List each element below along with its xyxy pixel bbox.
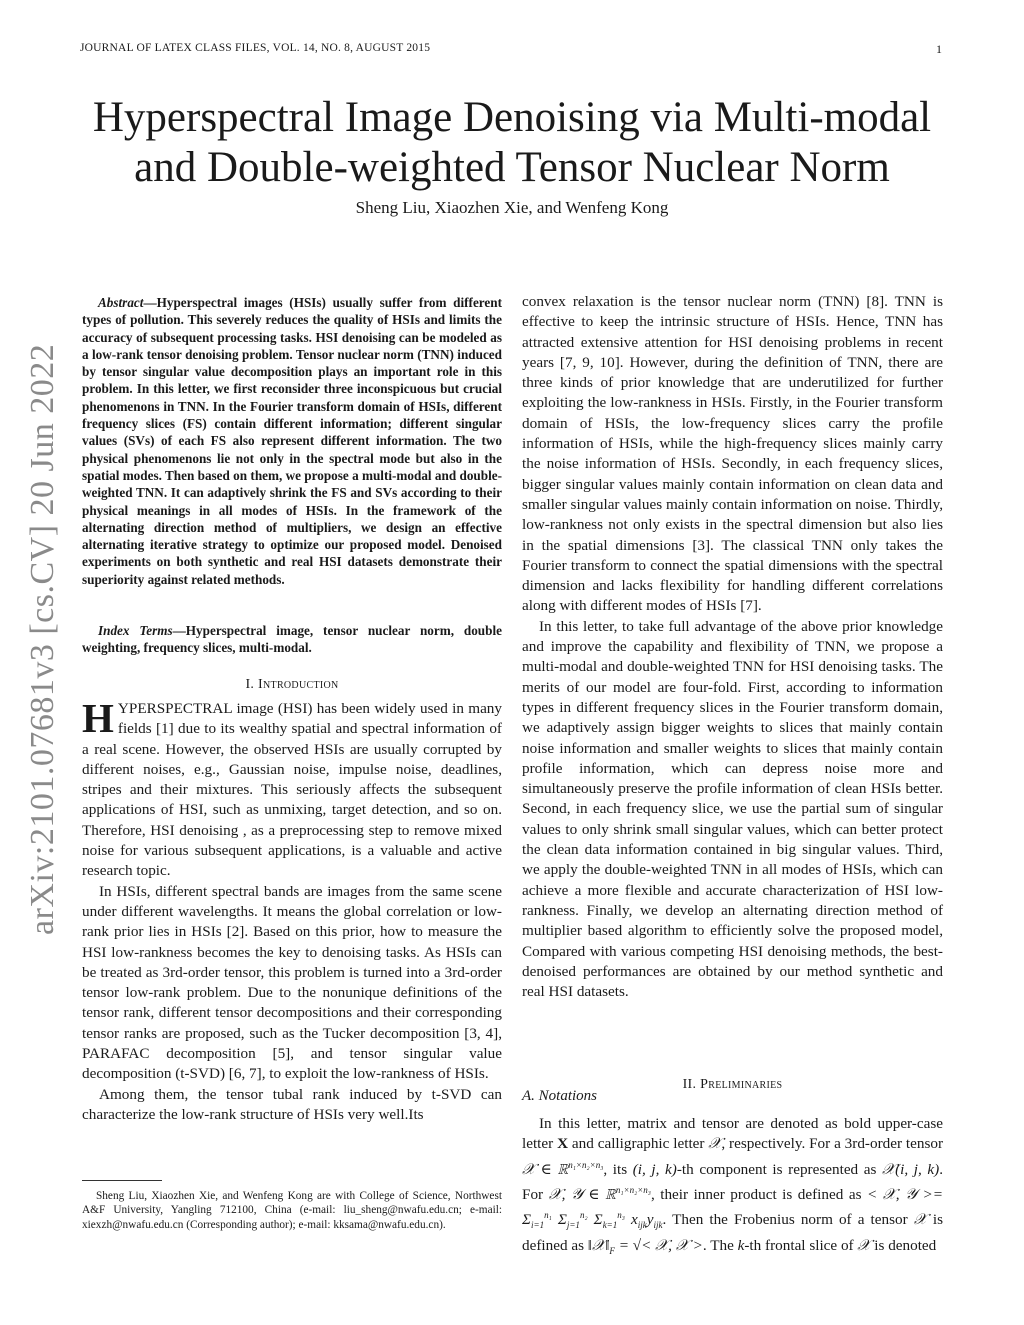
- section-number: I.: [245, 677, 255, 692]
- text-run: and calligraphic letter: [568, 1135, 709, 1153]
- running-header: JOURNAL OF LATEX CLASS FILES, VOL. 14, NO. 8, AUGUST 2015: [80, 42, 431, 54]
- text-run: , respectively. For a 3rd-order tensor: [721, 1135, 944, 1153]
- section-title: Introduction: [258, 677, 339, 692]
- abstract-label: Abstract: [98, 295, 144, 310]
- text-run: is defined as: [522, 1211, 943, 1254]
- text-run: In this letter, matrix and tensor are denoted as bold upper-case letter: [522, 1115, 943, 1153]
- abstract: [82, 294, 502, 588]
- arxiv-watermark: arXiv:2101.07681v3 [cs.CV] 20 Jun 2022: [24, 343, 61, 935]
- paragraph-text: image (HSI) has been widely used in many fields [1] due to its wealthy spatial and spectral information of a real scene. However, the observed HSIs are usually corrupted by different noises, e.g., Gaussian noise, impulse noise, deadlines, stripes and their mixtures. This seriously affects the subsequent applications of HSI, such as unmixing, target detection, and so on. Therefore, HSI denoising , as a preprocessing step to remove mixed noise for various subsequent applications, is a valuable and active research topic.: [82, 700, 502, 880]
- author-list: Sheng Liu, Xiaozhen Xie, and Wenfeng Kong: [355, 198, 669, 217]
- notations-text: [522, 1114, 943, 1261]
- notations-paragraph: In this letter, matrix and tensor are denoted as bold upper-case letter X and calligraphic letter 𝒳, respectively. For a 3rd-order tensor 𝒳 ∈ ℝ$^{n_1\times n_2\times n_3}$, its (i, j, k)-th component is represented as 𝒳(i, j, k). For 𝒳, 𝒴 ∈ ℝ$^{n_1\times n_2\times n_3}$, their inner product is defined as < 𝒳, 𝒴 >= $\Sigma_{i=1}^{n_1}$ $\Sigma_{j=1}^{n_2}$ $\Sigma_{k=1}^{n_3}$ $x_{ijk}y_{ijk}$. Then the Frobenius norm of a tensor 𝒳 is defined as $‖𝒳‖_F$ = √< 𝒳, 𝒳 >. The k-th frontal slice of 𝒳 is denoted: [522, 1115, 944, 1256]
- text-run: , its: [603, 1160, 633, 1178]
- text-run: , their inner product is defined as: [650, 1186, 867, 1204]
- intro-paragraph-4: In this letter, to take full advantage of the above prior knowledge and improve the capability and flexibility of TNN, we propose a multi-modal and double-weighted TNN for HSI denoising tasks. The merits of our model are four-fold. First, according to information types in different frequency slices in the Fourier transform domain, we adaptively assign bigger weights to slices that mainly contain noise information and smaller weights to slices that mainly contain profile information, which can depress noise more and simultaneously preserve the profile information of clean HSIs better. Second, in each frequency slice, we use the partial sum of singular values to only shrink small singular values, which can better protect the clean data information contained in big singular values. Third, we apply the double-weighted TNN in all modes of HSIs, which can achieve a more flexible and accurate characterization of HSI low-rankness. Finally, we develop an alternating direction method of multiplier based algorithm to efficiently solve the proposed model, Compared with various competing HSI denoising methods, the best-denoised performances are obtained by our method synthetic and real HSI datasets.: [522, 617, 943, 1001]
- intro-text-right: [522, 292, 943, 1002]
- title-line-1: Hyperspectral Image Denoising via Multi-modal: [92, 94, 932, 141]
- index-terms-label: Index Terms: [98, 623, 173, 638]
- text-run: . Then the Frobenius norm of a tensor: [662, 1211, 914, 1229]
- text-run: -th component is represented as: [676, 1160, 883, 1178]
- abstract-text: —Hyperspectral images (HSIs) usually suffer from different types of pollution. This severely reduces the quality of HSIs and limits the accuracy of subsequent processing tasks. HSI denoising can be modeled as a low-rank tensor denoising problem. Tensor nuclear norm (TNN) induced by tensor singular value decomposition plays an important role in this problem. In this letter, we first reconsider three inconspicuous but crucial phenomenons in TNN. In the Fourier transform domain of HSIs, different frequency slices (FS) contain different information; different singular values (SVs) of each FS also represent different information. The two physical phenomenons lie not only in the spectral mode but also in the spatial modes. Then based on them, we propose a multi-modal and double-weighted TNN. It can adaptively shrink the FS and SVs according to their physical meanings in all modes of HSIs. In the framework of the alternating direction method of multipliers, we design an effective alternating iterative strategy to optimize our proposed model. Denoised experiments on both synthetic and real HSI datasets demonstrate their superiority against related methods.: [82, 295, 502, 587]
- section-title: Preliminaries: [700, 1077, 783, 1092]
- intro-paragraph-1: [82, 695, 502, 882]
- text-run: . The: [702, 1236, 738, 1254]
- title-line-2: and Double-weighted Tensor Nuclear Norm: [134, 144, 890, 191]
- text-run: is denoted: [870, 1236, 937, 1254]
- index-terms: [82, 622, 502, 657]
- drop-cap: H: [82, 695, 114, 741]
- section-heading-introduction: [82, 677, 502, 693]
- text-run: . For: [522, 1160, 943, 1204]
- subsection-heading-notations: A. Notations: [522, 1088, 598, 1104]
- paper-title: [0, 93, 1024, 193]
- intro-paragraph-3: Among them, the tensor tubal rank induced by t-SVD can characterize the low-rank structure of HSIs very well.Its: [82, 1085, 502, 1123]
- first-word-rest: YPERSPECTRAL: [117, 700, 233, 717]
- footnote-rule: [82, 1180, 162, 1181]
- intro-paragraph-2: In HSIs, different spectral bands are images from the same scene under different wavelengths. It means the global correlation or low-rank prior lies in HSIs [2]. Based on this prior, how to measure the HSI low-rankness becomes the key to denoising tasks. As HSIs can be treated as 3rd-order tensor, this problem is turned into a 3rd-order tensor low-rank problem. Due to the nonunique definitions of the tensor rank, different tensor decompositions and their corresponding tensor ranks are proposed, such as the Tucker decomposition [3, 4], PARAFAC decomposition [5], and tensor singular value decomposition (t-SVD) [6, 7], to exploit the low-rankness of HSIs.: [82, 882, 502, 1083]
- index-terms-text: —Hyperspectral image, tensor nuclear norm, double weighting, frequency slices, multi-modal.: [82, 623, 502, 656]
- page-number: 1: [936, 42, 942, 56]
- author-footnote: Sheng Liu, Xiaozhen Xie, and Wenfeng Kong are with College of Science, Northwest A&F University, Yangling 712100, China (e-mail: liu_sheng@nwafu.edu.cn; e-mail: xiexzh@nwafu.edu.cn (Corresponding author); e-mail: kksama@nwafu.edu.cn).: [82, 1190, 502, 1231]
- intro-text-left: [82, 695, 502, 1125]
- intro-paragraph-3-continued: convex relaxation is the tensor nuclear norm (TNN) [8]. TNN is effective to keep the intrinsic structure of HSIs. Hence, TNN has attracted extensive attention for HSI denoising problems in recent years [7, 9, 10]. However, during the definition of TNN, there are three kinds of prior knowledge that are underutilized for further exploiting the low-rankness in HSIs. Firstly, in the Fourier transform domain of HSIs, the low-frequency slices carry the profile information of HSIs, while the high-frequency slices mainly carry the noise information of HSIs. Secondly, in each frequency slices, bigger singular values mainly contain information on clean data and smaller singular values mainly contain information on noise. Thirdly, low-rankness not only exists in the spectral dimension but also lies in the spatial dimensions [3]. The classical TNN only takes the Fourier transform to connect the spatial dimensions with the spectral dimension and lacks flexibility for handling different correlations along with different modes of HSIs [7].: [522, 293, 943, 615]
- section-number: II.: [682, 1077, 697, 1092]
- text-run: -th frontal slice of: [744, 1236, 858, 1254]
